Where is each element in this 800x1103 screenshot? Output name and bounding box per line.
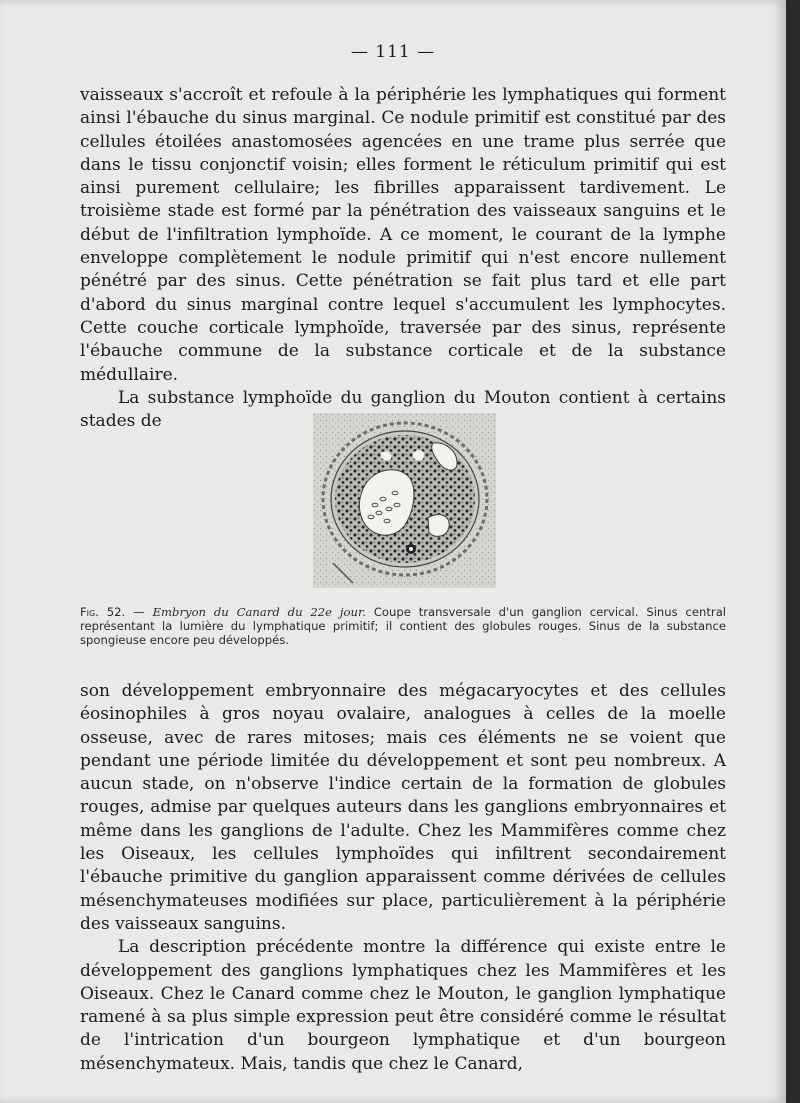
figure-caption-text: Coupe transversale d'un ganglion cervical. Sinus central représentant la lumière du lymphatique primitif; il contient des globules rouges. Sinus de la substance spongieuse encore peu développés. <box>80 605 727 648</box>
figure-label: Fig. 52. <box>80 605 126 619</box>
figure-52-histology-section <box>313 413 496 588</box>
paragraph: vaisseaux s'accroît et refoule à la périphérie les lymphatiques qui forment ainsi l'ébauche du sinus marginal. Ce nodule primitif est constitué par des cellules étoilées anastomosées agencées en une trame plus serrée que dans le tissu conjonctif voisin; elles forment le réticulum primitif qui est ainsi purement cellulaire; les fibrilles apparaissent tardivement. Le troisième stade est formé par la pénétration des vaisseaux sanguins et le début de l'infiltration lymphoïde. A ce moment, le courant de la lymphe enveloppe complètement le nodule primitif qui n'est encore nullement pénétré par des sinus. Cette pénétration se fait plus tard et elle part d'abord du sinus marginal contre lequel s'accumulent les lymphocytes. Cette couche corticale lymphoïde, traversée par des sinus, représente l'ébauche commune de la substance corticale et de la substance médullaire. <box>80 85 726 385</box>
body-text-bottom <box>80 680 726 1076</box>
paragraph: La substance lymphoïde du ganglion du Mouton contient à certains stades de <box>80 387 726 432</box>
figure-title: Embryon du Canard du 22e jour. <box>152 605 366 619</box>
page-number: — 111 — <box>350 42 436 62</box>
paragraph: La description précédente montre la différence qui existe entre le développement des ganglions lymphatiques chez les Mammifères et les Oiseaux. Chez le Canard comme chez le Mouton, le ganglion lymphatique ramené à sa plus simple expression peut être considéré comme le résultat de l'intrication d'un bourgeon lymphatique et d'un bourgeon mésenchymateux. Mais, tandis que chez le Canard, <box>80 937 726 1074</box>
ganglion-section-drawing <box>313 413 496 588</box>
body-text-top <box>80 84 726 433</box>
paragraph: son développement embryonnaire des mégacaryocytes et des cellules éosinophiles à gros noyau ovalaire, analogues à celles de la moelle osseuse, avec de rares mitoses; mais ces éléments ne se voient que pendant une période limitée du développement et sont peu nombreux. A aucun stade, on n'observe l'indice certain de la formation de globules rouges, admise par quelques auteurs dans les ganglions embryonnaires et même dans les ganglions de l'adulte. Chez les Mammifères comme chez les Oiseaux, les cellules lymphoïdes qui infiltrent secondairement l'ébauche primitive du ganglion apparaissent comme dérivées de cellules mésenchymateuses modifiées sur place, particulièrement à la périphérie des vaisseaux sanguins. <box>80 681 726 934</box>
figure-caption: Fig. 52. — Embryon du Canard du 22e jour. Coupe transversale d'un ganglion cervical. Sinus central représentant la lumière du lymphatique primitif; il contient des globules rouges. Sinus de la substance spongieuse encore peu développés. <box>80 605 727 648</box>
